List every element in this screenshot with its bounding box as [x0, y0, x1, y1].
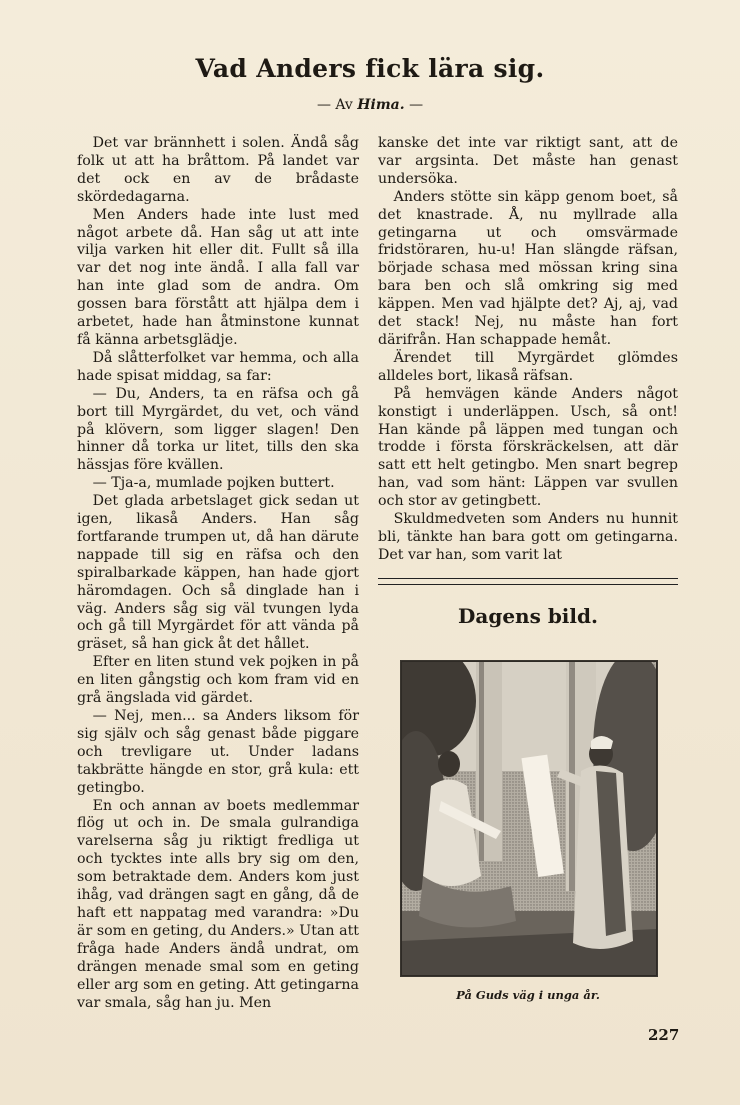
byline-prefix: — Av: [316, 97, 353, 113]
illustration: [400, 660, 658, 977]
section-divider: [378, 584, 678, 585]
page-number: 227: [648, 1026, 680, 1044]
paragraph: På hemvägen kände Anders något konstigt i underläppen. Usch, så ont! Han kände på läppen med tungan och trodde i första förskräckelsen, att där satt ett helt getingbo. Men snart begrep han, vad som hänt: Läppen var svullen och stor av getingbett.: [378, 385, 678, 510]
illustration-drawing: [401, 661, 657, 976]
paragraph: En och annan av boets medlemmar flög ut och in. De smala gulrandiga varelserna såg ju riktigt fredliga ut och tycktes inte alls bry sig om den, som betraktade dem. Anders kom just ihåg, vad drängen sagt en gång, då de haft ett nappatag med varandra: »Du är som en geting, du Anders.» Utan att fråga hade Anders ändå undrat, om drängen menade smal som en geting eller arg som en geting. Att getingarna var smala, såg han ju. Men: [77, 797, 359, 1011]
paragraph: Det var brännhett i solen. Ändå såg folk ut att ha bråttom. På landet var det ock en av de brådaste skördedagarna.: [77, 135, 359, 205]
right-column: [378, 135, 678, 565]
left-column: [77, 135, 359, 1012]
paragraph: Det glada arbetslaget gick sedan ut igen, likaså Anders. Han såg fortfarande trumpen ut, då han därute nappade till sig en räfsa och den spiralbarkade käppen, han hade gjort häromdagen. Och så dinglade han i väg. Anders såg sig väl tvungen lyda och gå till Myrgärdet för att vända på gräset, så han gick åt det hållet.: [77, 493, 359, 653]
paragraph: — Du, Anders, ta en räfsa och gå bort till Myrgärdet, du vet, och vänd på klövern, som ligger slagen! Den hinner då torka ur litet, tills den ska hässjas före kvällen.: [77, 385, 359, 474]
byline-suffix: —: [409, 97, 424, 113]
paragraph: — Tja-a, mumlade pojken buttert.: [92, 475, 335, 492]
paragraph: — Nej, men... sa Anders liksom för sig själv och såg genast både piggare och trevligare ut. Under ladans takbrätte hängde en stor, grå kula: ett getingbo.: [77, 708, 359, 796]
article-title: Vad Anders fick lära sig.: [195, 54, 545, 83]
byline-author: Hima.: [357, 97, 405, 113]
byline: [0, 97, 740, 113]
paragraph: kanske det inte var riktigt sant, att de var argsinta. Det måste han genast undersöka.: [378, 135, 678, 187]
paragraph: Men Anders hade inte lust med något arbete då. Han såg ut att inte vilja varken hit eller dit. Fullt så illa var det nog inte ändå. I alla fall var han inte glad som de andra. Om gossen bara förstått att hjälpa dem i arbetet, hade han åtminstone kunnat få känna arbetsglädje.: [77, 206, 359, 348]
paragraph: Skuldmedveten som Anders nu hunnit bli, tänkte han bara gott om getingarna. Det var han, som varit lat: [378, 511, 678, 563]
picture-section-title: Dagens bild.: [458, 604, 598, 628]
picture-caption: På Guds väg i unga år.: [456, 988, 600, 1002]
paragraph: Ärendet till Myrgärdet glömdes alldeles bort, likaså räfsan.: [378, 349, 678, 384]
paragraph: Då slåtterfolket var hemma, och alla hade spisat middag, sa far:: [77, 349, 359, 384]
paragraph: Efter en liten stund vek pojken in på en liten gångstig och kom fram vid en grå ängslada vid gärdet.: [77, 654, 359, 707]
section-divider: [378, 578, 678, 579]
paragraph: Anders stötte sin käpp genom boet, så det knastrade. Å, nu myllrade alla getingarna ut och omsvärmade fridstöraren, hu-u! Han slängde räfsan, började schasa med mössan kring sina bara ben och slå omkring sig med käppen. Men vad hjälpte det? Aj, aj, vad det stack! Nej, nu måste han fort därifrån. Han schappade hemåt.: [378, 188, 678, 348]
